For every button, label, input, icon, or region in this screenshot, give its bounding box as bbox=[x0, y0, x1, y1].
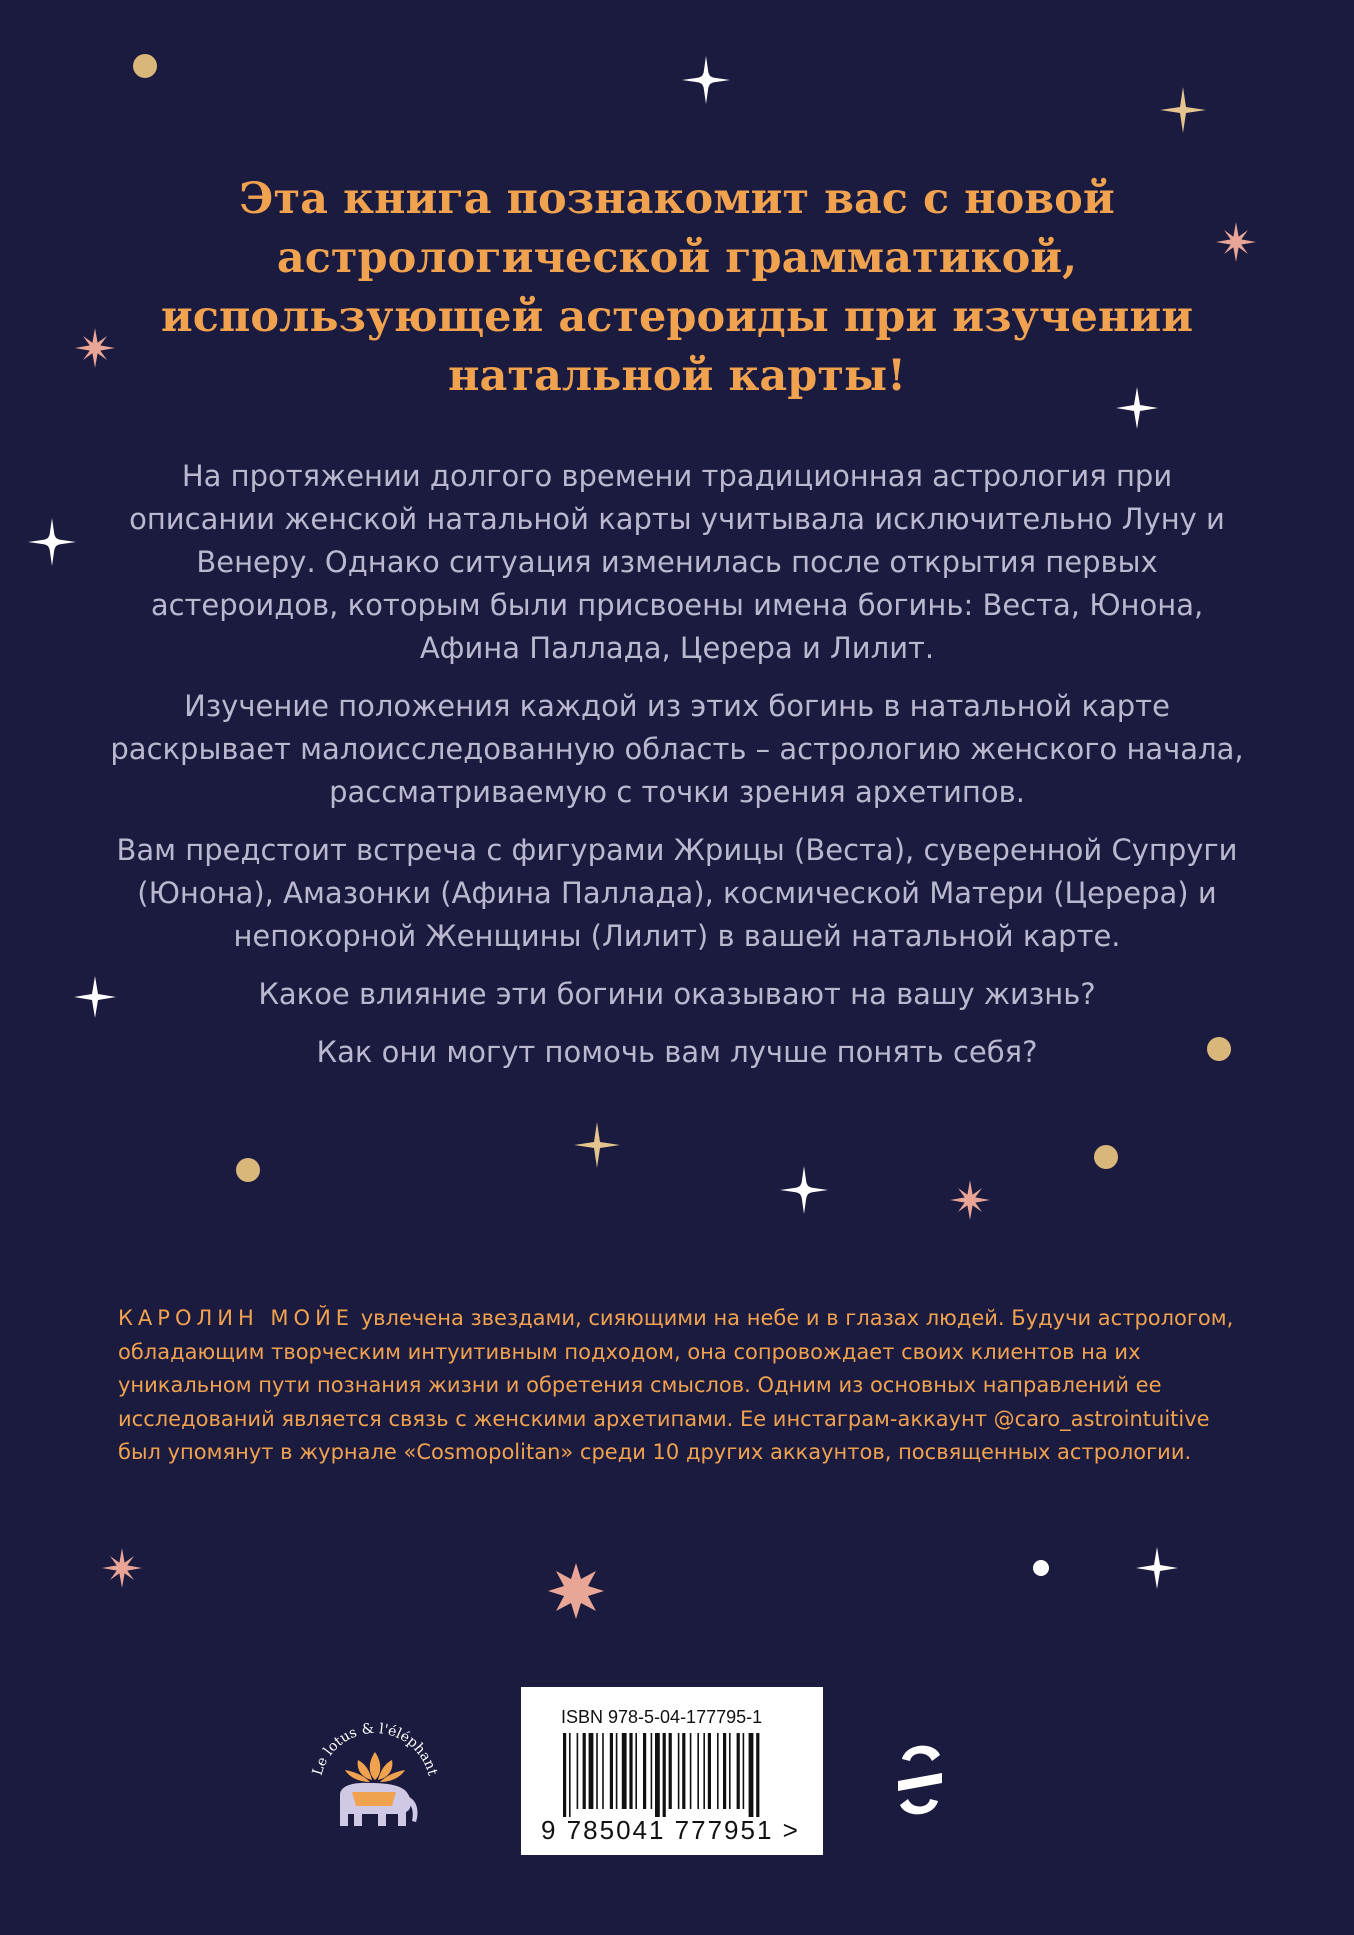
isbn-text: ISBN 978-5-04-177795-1 bbox=[561, 1707, 763, 1727]
barcode-bar bbox=[563, 1733, 566, 1817]
eksmo-logo bbox=[890, 1735, 950, 1825]
barcode-bar bbox=[643, 1733, 646, 1809]
pink-star-icon bbox=[102, 1548, 142, 1588]
barcode-bar bbox=[596, 1733, 598, 1809]
gold-dot bbox=[133, 54, 157, 78]
pink-star-icon bbox=[75, 328, 115, 368]
white-dot bbox=[1033, 1560, 1049, 1576]
lotus-elephant-logo bbox=[300, 1700, 450, 1850]
barcode-bar bbox=[622, 1733, 627, 1809]
barcode-bar bbox=[756, 1733, 759, 1817]
barcode-bar bbox=[589, 1733, 594, 1809]
barcode-bar bbox=[697, 1733, 699, 1809]
white-star-icon bbox=[682, 56, 730, 104]
publisher-logo-text: Le lotus & l'éléphant bbox=[309, 1720, 441, 1778]
barcode-bar bbox=[663, 1733, 666, 1817]
barcode-bars bbox=[563, 1733, 785, 1817]
barcode-bar bbox=[651, 1733, 653, 1809]
gold-dot bbox=[236, 1158, 260, 1182]
paragraph: Как они могут помочь вам лучше понять себя? bbox=[316, 1035, 1038, 1069]
barcode-bar bbox=[610, 1733, 613, 1809]
author-bio-text: увлечена звездами, сияющими на небе и в глазах людей. Будучи астрологом, обладающим творческим интуитивным подходом, она сопровождает своих клиентов на их уникальном пути познания жизни и обретения смыслов. Одним из основных направлений ее исследований является связь с женскими архетипами. Ее инстаграм-аккаунт @caro_astrointuitive был упомянут в журнале «Cosmopolitan» среди 10 других аккаунтов, посвященных астрологии. bbox=[118, 1306, 1234, 1464]
barcode-bar bbox=[708, 1733, 711, 1809]
description bbox=[110, 455, 1244, 1089]
white-star-icon bbox=[1136, 1547, 1178, 1589]
author-name: КАРОЛИН МОЙЕ bbox=[118, 1306, 355, 1330]
white-star-icon bbox=[28, 518, 76, 566]
gold-star-icon bbox=[574, 1122, 620, 1168]
barcode-digits: 9 785041 777951 > bbox=[541, 1815, 800, 1845]
barcode-bar bbox=[749, 1733, 754, 1817]
barcode-bar bbox=[737, 1733, 740, 1809]
headline: Эта книга познакомит вас с новой астрологической грамматикой, использующей астероиды при изучении натальной карты! bbox=[160, 174, 1194, 401]
paragraph: Вам предстоит встреча с фигурами Жрицы (Веста), суверенной Супруги (Юнона), Амазонки (Афина Паллада), космической Матери (Церера) и непокорной Женщины (Лилит) в вашей натальной карте. bbox=[116, 833, 1238, 953]
barcode-bar bbox=[577, 1733, 579, 1809]
white-star-icon bbox=[780, 1166, 828, 1214]
barcode-bar bbox=[569, 1733, 571, 1817]
barcode-bar bbox=[635, 1733, 637, 1809]
pink-star-icon bbox=[950, 1180, 990, 1220]
author-bio bbox=[118, 1302, 1248, 1470]
barcode-bar bbox=[583, 1733, 586, 1809]
barcode-bar bbox=[743, 1733, 745, 1809]
barcode-bar bbox=[717, 1733, 719, 1809]
paragraph: Какое влияние эти богини оказывают на вашу жизнь? bbox=[258, 977, 1096, 1011]
barcode-bar bbox=[682, 1733, 685, 1809]
barcode bbox=[521, 1687, 823, 1855]
barcode-bar bbox=[616, 1733, 618, 1809]
barcode-bar bbox=[669, 1733, 672, 1809]
pink-sun-star-icon bbox=[548, 1563, 604, 1619]
gold-dot bbox=[1094, 1145, 1118, 1169]
paragraph: На протяжении долгого времени традиционная астрология при описании женской натальной карты учитывала исключительно Луну и Венеру. Однако ситуация изменилась после открытия первых астероидов, которым были присвоены имена богинь: Веста, Юнона, Афина Паллада, Церера и Лилит. bbox=[129, 459, 1225, 665]
barcode-bar bbox=[703, 1733, 705, 1809]
barcode-bar bbox=[690, 1733, 692, 1809]
paragraph: Изучение положения каждой из этих богинь в натальной карте раскрывает малоисследованную область – астрологию женского начала, рассматриваемую с точки зрения архетипов. bbox=[110, 689, 1244, 809]
barcode-bar bbox=[629, 1733, 632, 1809]
barcode-bar bbox=[602, 1733, 604, 1809]
barcode-bar bbox=[729, 1733, 731, 1809]
barcode-bar bbox=[655, 1733, 660, 1817]
barcode-bar bbox=[678, 1733, 680, 1809]
gold-star-icon bbox=[1160, 87, 1206, 133]
barcode-bar bbox=[723, 1733, 726, 1809]
